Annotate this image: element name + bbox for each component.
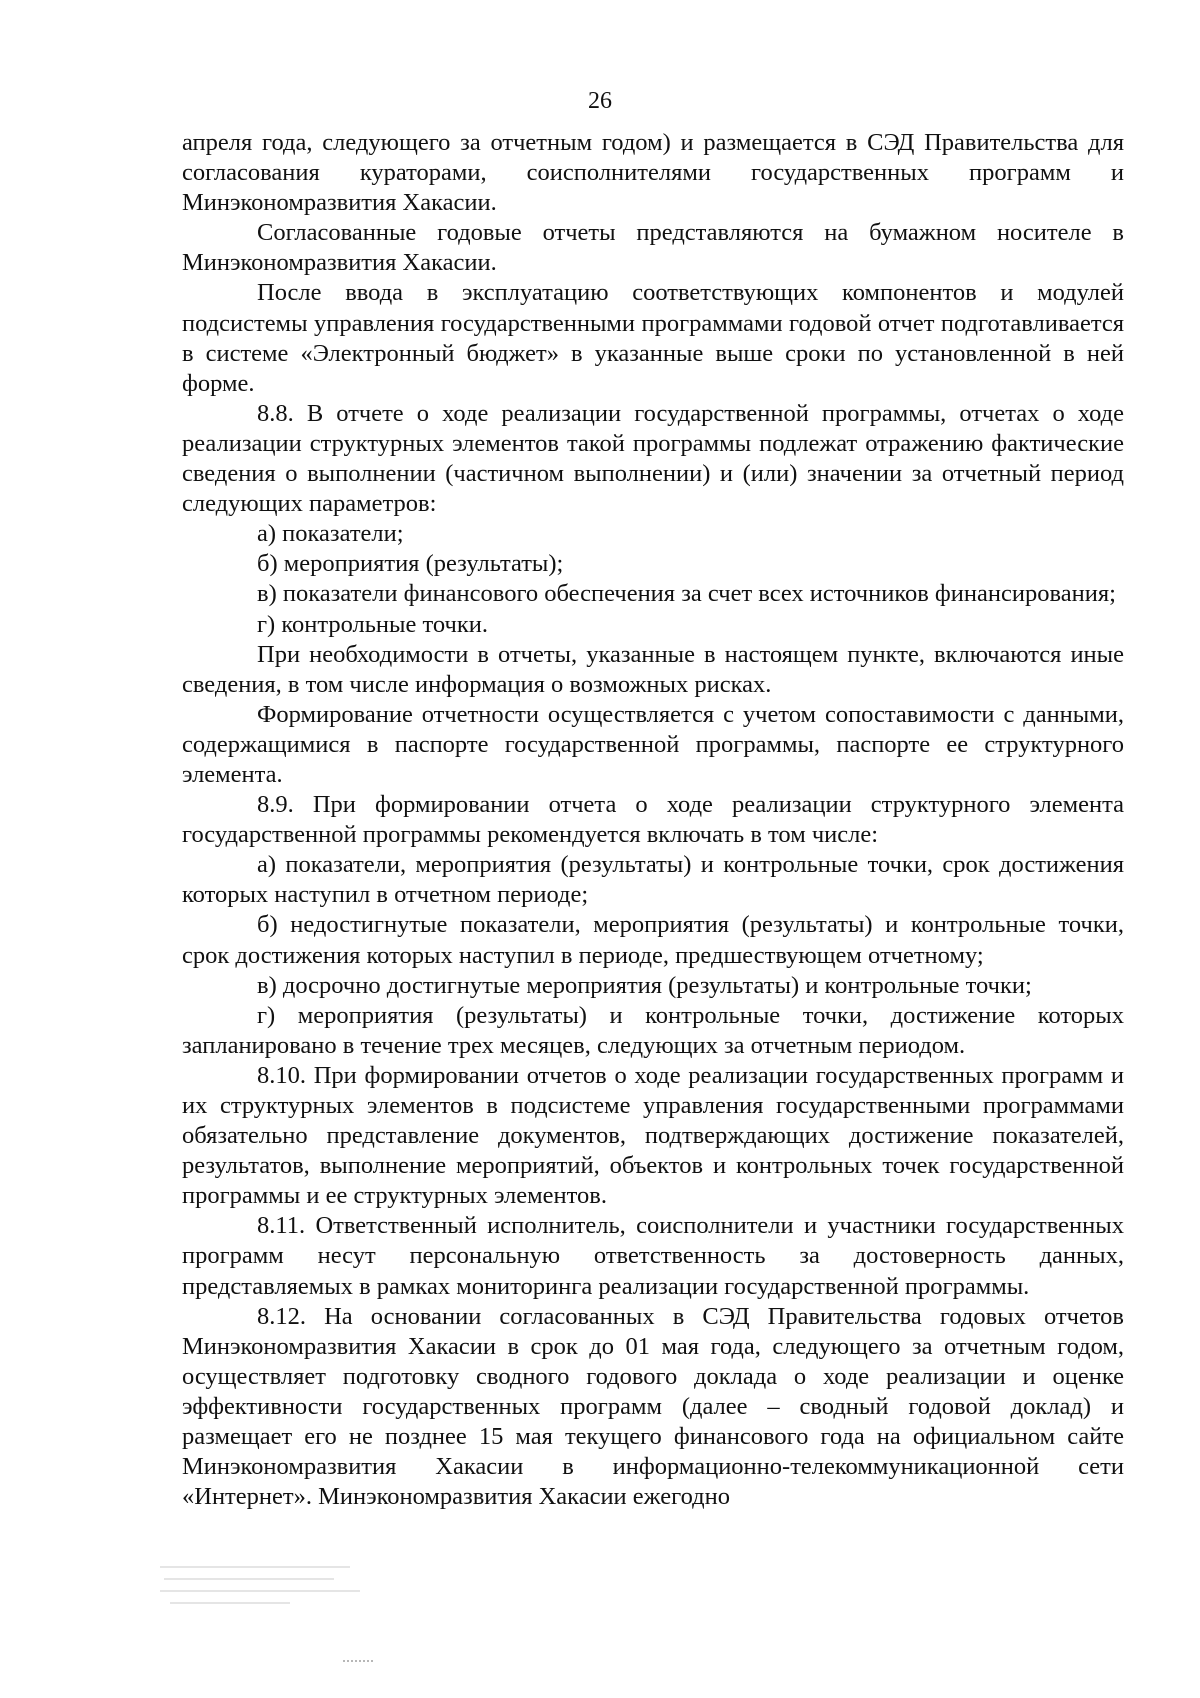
paragraph-8-10: 8.10. При формировании отчетов о ходе реализации государственных программ и их структурных элементов в подсистеме управления государственными программами обязательно представление документов, подтверждающих достижение показателей, результатов, выполнение мероприятий, объектов и контрольных точек государственной программы и ее структурных элементов. <box>182 1061 1124 1210</box>
paragraph-continuation: апреля года, следующего за отчетным годом) и размещается в СЭД Правительства для согласования кураторами, соисполнителями государственных программ и Минэкономразвития Хакасии. <box>182 129 1124 217</box>
list-item-8-9-b: б) недостигнутые показатели, мероприятия (результаты) и контрольные точки, срок достижения которых наступил в периоде, предшествующем отчетному; <box>182 911 1124 969</box>
list-item-8-9-v: в) досрочно достигнутые мероприятия (результаты) и контрольные точки; <box>257 971 1032 999</box>
list-item-8-8-v: в) показатели финансового обеспечения за счет всех источников финансирования; <box>257 580 1116 608</box>
scan-dots-artifact <box>343 1660 373 1664</box>
list-item-8-8-b: б) мероприятия (результаты); <box>257 550 564 578</box>
paragraph-additional-info: При необходимости в отчеты, указанные в настоящем пункте, включаются иные сведения, в том числе информация о возможных рисках. <box>182 640 1124 698</box>
list-item-8-8-a: а) показатели; <box>257 520 404 548</box>
paragraph-reporting-comparability: Формирование отчетности осуществляется с учетом сопоставимости с данными, содержащимися в паспорте государственной программы, паспорте ее структурного элемента. <box>182 700 1124 788</box>
page-number: 26 <box>588 88 612 114</box>
list-item-8-8-g: г) контрольные точки. <box>257 610 488 638</box>
document-body <box>182 128 1124 1512</box>
paragraph-8-8: 8.8. В отчете о ходе реализации государственной программы, отчетах о ходе реализации структурных элементов такой программы подлежат отражению фактические сведения о выполнении (частичном выполнении) и (или) значении за отчетный период следующих параметров: <box>182 399 1124 518</box>
list-item-8-9-a: а) показатели, мероприятия (результаты) и контрольные точки, срок достижения которых наступил в отчетном периоде; <box>182 851 1124 909</box>
paragraph-8-9: 8.9. При формировании отчета о ходе реализации структурного элемента государственной программы рекомендуется включать в том числе: <box>182 791 1124 849</box>
list-item-8-9-g: г) мероприятия (результаты) и контрольные точки, достижение которых запланировано в течение трех месяцев, следующих за отчетным периодом. <box>182 1001 1124 1059</box>
paragraph-8-12: 8.12. На основании согласованных в СЭД Правительства годовых отчетов Минэкономразвития Хакасии в срок до 01 мая года, следующего за отчетным годом, осуществляет подготовку сводного годового доклада о ходе реализации и оценке эффективности государственных программ (далее – сводный годовой доклад) и размещает его не позднее 15 мая текущего финансового года на официальном сайте Минэкономразвития Хакасии в информационно-телекоммуникационной сети «Интернет». Минэкономразвития Хакасии ежегодно <box>182 1302 1124 1511</box>
paragraph-approved-reports: Согласованные годовые отчеты представляются на бумажном носителе в Минэкономразвития Хакасии. <box>182 219 1124 277</box>
paragraph-8-11: 8.11. Ответственный исполнитель, соисполнители и участники государственных программ несут персональную ответственность за достоверность данных, представляемых в рамках мониторинга реализации государственной программы. <box>182 1212 1124 1300</box>
scan-artifact <box>160 1560 370 1610</box>
paragraph-electronic-budget: После ввода в эксплуатацию соответствующих компонентов и модулей подсистемы управления государственными программами годовой отчет подготавливается в системе «Электронный бюджет» в указанные выше сроки по установленной в ней форме. <box>182 279 1124 397</box>
